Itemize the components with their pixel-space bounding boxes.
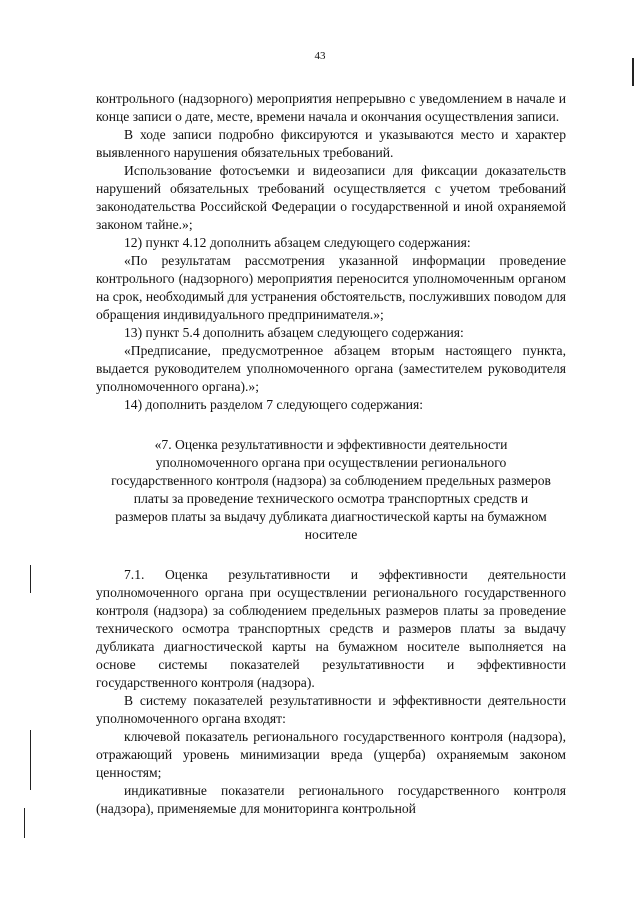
paragraph: «Предписание, предусмотренное абзацем вторым настоящего пункта, выдается руководителем уполномоченного органа (заместителем руководителя уполномоченного органа).»;: [96, 343, 566, 394]
scan-artifact-mark: [632, 58, 634, 86]
paragraph: 14) дополнить разделом 7 следующего содержания:: [124, 397, 424, 412]
paragraph: контрольного (надзорного) мероприятия непрерывно с уведомлением в начале и конце записи о дате, месте, времени начала и окончания осуществления записи.: [96, 91, 566, 124]
document-body: [96, 90, 566, 818]
paragraph: индикативные показатели регионального государственного контроля (надзора), применяемые для мониторинга контрольной: [96, 783, 566, 816]
paragraph: В ходе записи подробно фиксируются и указываются место и характер выявленного нарушения обязательных требований.: [96, 127, 566, 160]
paragraph: ключевой показатель регионального государственного контроля (надзора), отражающий уровень минимизации вреда (ущерба) охраняемым законом ценностям;: [96, 729, 566, 780]
scan-artifact-mark: [30, 565, 31, 593]
paragraph: 12) пункт 4.12 дополнить абзацем следующего содержания:: [124, 235, 471, 250]
paragraph: 7.1. Оценка результативности и эффективности деятельности уполномоченного органа при осуществлении регионального государственного контроля (надзора) за соблюдением предельных размеров платы за проведение технического осмотра транспортных средств и размеров платы за выдачу дубликата диагностической карты на бумажном носителе выполняется на основе системы показателей результативности и эффективности государственного контроля (надзора).: [96, 567, 566, 690]
page-number: 43: [314, 50, 326, 62]
paragraph: 13) пункт 5.4 дополнить абзацем следующего содержания:: [124, 325, 464, 340]
scan-artifact-mark: [24, 808, 25, 838]
paragraph: «По результатам рассмотрения указанной информации проведение контрольного (надзорного) мероприятия переносится уполномоченным органом на срок, необходимый для устранения обстоятельств, послуживших поводом для обращения индивидуального предпринимателя.»;: [96, 253, 566, 322]
paragraph: Использование фотосъемки и видеозаписи для фиксации доказательств нарушений обязательных требований осуществляется с учетом требований законодательства Российской Федерации о государственной и иной охраняемой законом тайне.»;: [96, 163, 566, 232]
section-heading: «7. Оценка результативности и эффективности деятельности уполномоченного органа при осуществлении регионального государственного контроля (надзора) за соблюдением предельных размеров платы за проведение технического осмотра транспортных средств и размеров платы за выдачу дубликата диагностической карты на бумажном носителе: [111, 437, 551, 542]
paragraph: В систему показателей результативности и эффективности деятельности уполномоченного органа входят:: [96, 693, 566, 726]
scan-artifact-mark: [30, 730, 31, 790]
